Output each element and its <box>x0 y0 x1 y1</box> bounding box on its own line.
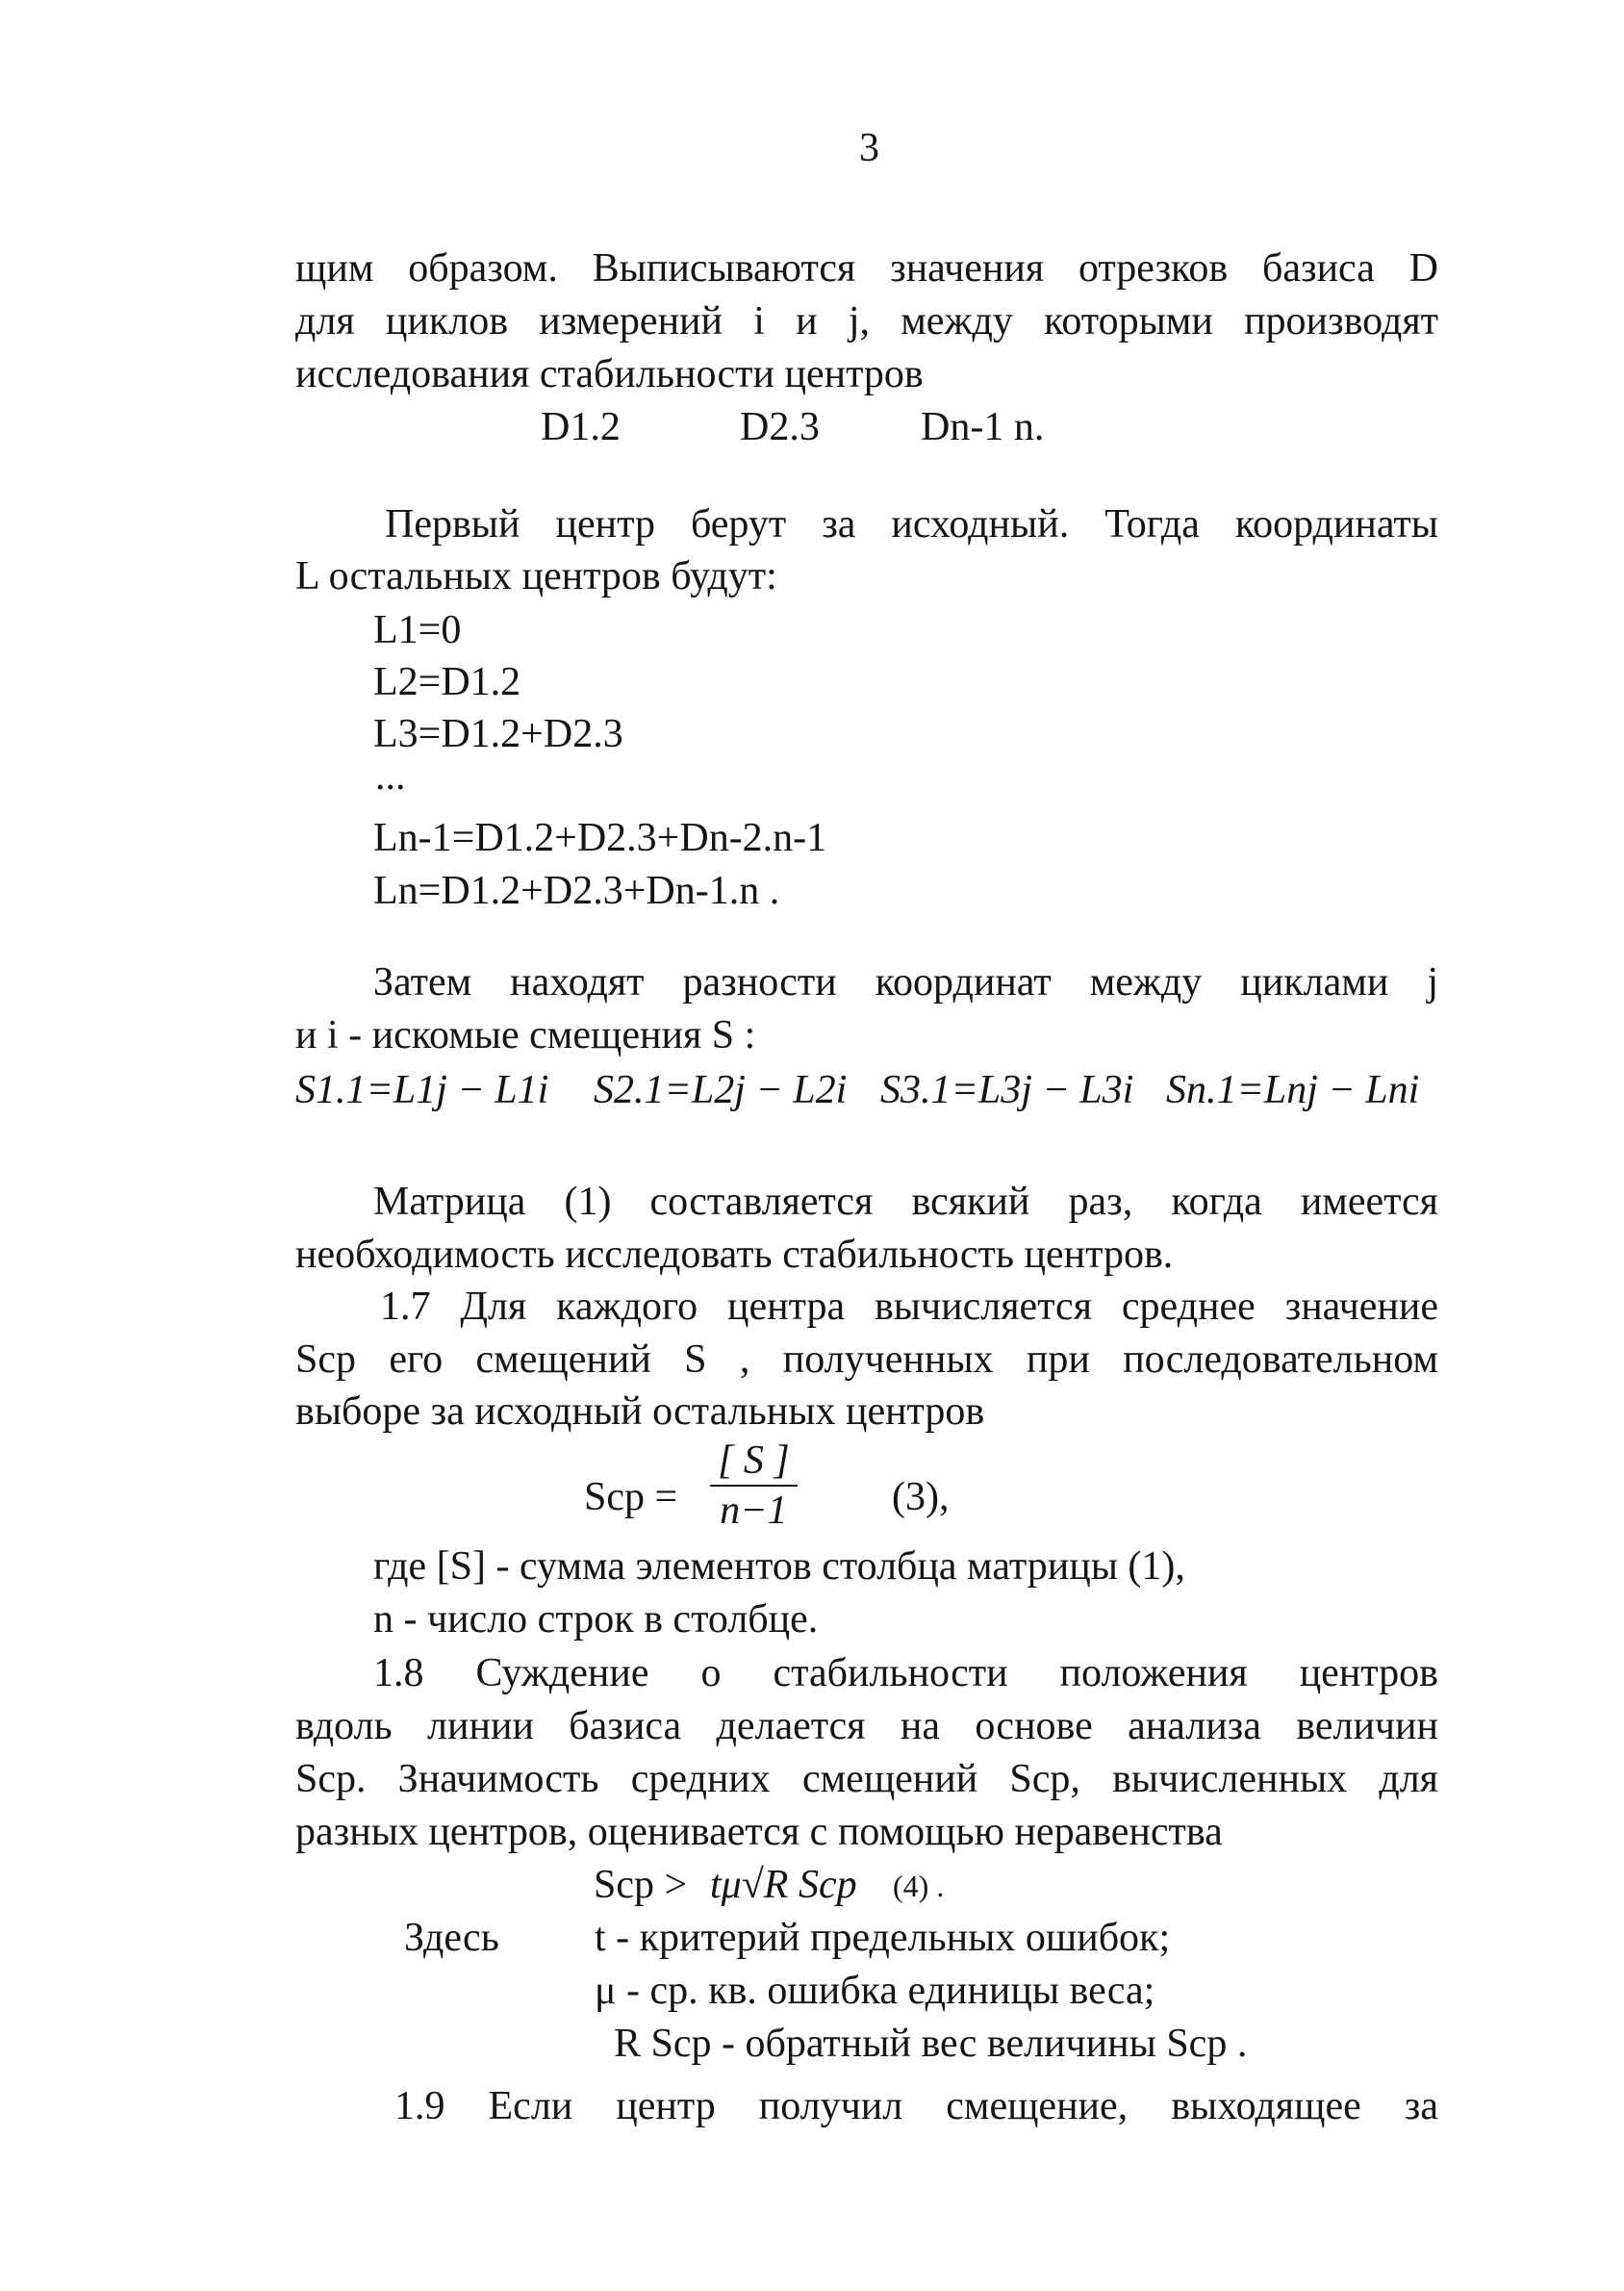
para6-line4: разных центров, оценивается с помощью неравенства <box>295 1810 1223 1854</box>
formula-dn: Dn-1 n. <box>921 405 1045 449</box>
formula-3-fraction <box>710 1440 798 1531</box>
para5-line3: выборе за исходный остальных центров <box>295 1389 985 1434</box>
formula-3-lhs: Sср = <box>584 1475 678 1519</box>
para1-line2: для циклов измерений i и j, между которыми производят <box>295 299 1438 344</box>
formula-4-ref: (4) . <box>893 1869 945 1903</box>
para4-line2: необходимость исследовать стабильность центров. <box>295 1233 1174 1277</box>
eq-dots: ... <box>375 754 406 799</box>
eq-l2: L2=D1.2 <box>373 660 521 704</box>
formula-3-ref: (3), <box>892 1475 950 1519</box>
para1-line1: щим образом. Выписываются значения отрезков базиса D <box>295 246 1438 291</box>
page-number: 3 <box>859 126 879 170</box>
formula-3-numerator: [ S ] <box>710 1440 798 1487</box>
where-sum: где [S] - сумма элементов столбца матрицы (1), <box>373 1544 1185 1589</box>
para6-line1: 1.8 Суждение о стабильности положения центров <box>373 1651 1438 1695</box>
where-n: n - число строк в столбце. <box>373 1597 819 1642</box>
eq-ln-1: Ln-1=D1.2+D2.3+Dn-2.n-1 <box>373 816 827 860</box>
para5-line2: Sср его смещений S , полученных при последовательном <box>295 1337 1438 1382</box>
formula-4-lhs: Sср > <box>594 1863 688 1907</box>
formula-d23: D2.3 <box>740 405 820 449</box>
formula-s2: S2.1=L2j − L2i <box>594 1068 848 1112</box>
para7-line1: 1.9 Если центр получил смещение, выходящее за <box>394 2084 1438 2128</box>
formula-sn: Sn.1=Lnj − Lni <box>1166 1068 1420 1112</box>
def-mu: μ - ср. кв. ошибка единицы веса; <box>595 1969 1155 2013</box>
formula-d12: D1.2 <box>541 405 621 449</box>
eq-l3: L3=D1.2+D2.3 <box>373 712 623 756</box>
para4-line1: Матрица (1) составляется всякий раз, когда имеется <box>373 1180 1438 1224</box>
formula-s1: S1.1=L1j − L1i <box>295 1068 549 1112</box>
def-r: R Sср - обратный вес величины Sср . <box>614 2022 1248 2066</box>
para1-line3: исследования стабильности центров <box>295 352 924 396</box>
para3-line2: и i - искомые смещения S : <box>295 1013 756 1057</box>
formula-4-rhs: tμ√R Sср <box>710 1863 857 1907</box>
para6-line2: вдоль линии базиса делается на основе анализа величин <box>295 1704 1438 1748</box>
para5-line1: 1.7 Для каждого центра вычисляется среднее значение <box>380 1285 1438 1329</box>
formula-3-denominator: n−1 <box>720 1489 788 1533</box>
here-label: Здесь <box>404 1916 499 1960</box>
para2-line2: L остальных центров будут: <box>295 554 777 598</box>
eq-l1: L1=0 <box>373 608 462 652</box>
eq-ln: Ln=D1.2+D2.3+Dn-1.n . <box>373 869 780 913</box>
def-t: t - критерий предельных ошибок; <box>595 1916 1171 1960</box>
para3-line1: Затем находят разности координат между циклами j <box>373 960 1438 1005</box>
para2-line1: Первый центр берут за исходный. Тогда координаты <box>385 502 1438 547</box>
para6-line3: Sср. Значимость средних смещений Sср, вычисленных для <box>295 1757 1438 1801</box>
formula-s3: S3.1=L3j − L3i <box>880 1068 1134 1112</box>
